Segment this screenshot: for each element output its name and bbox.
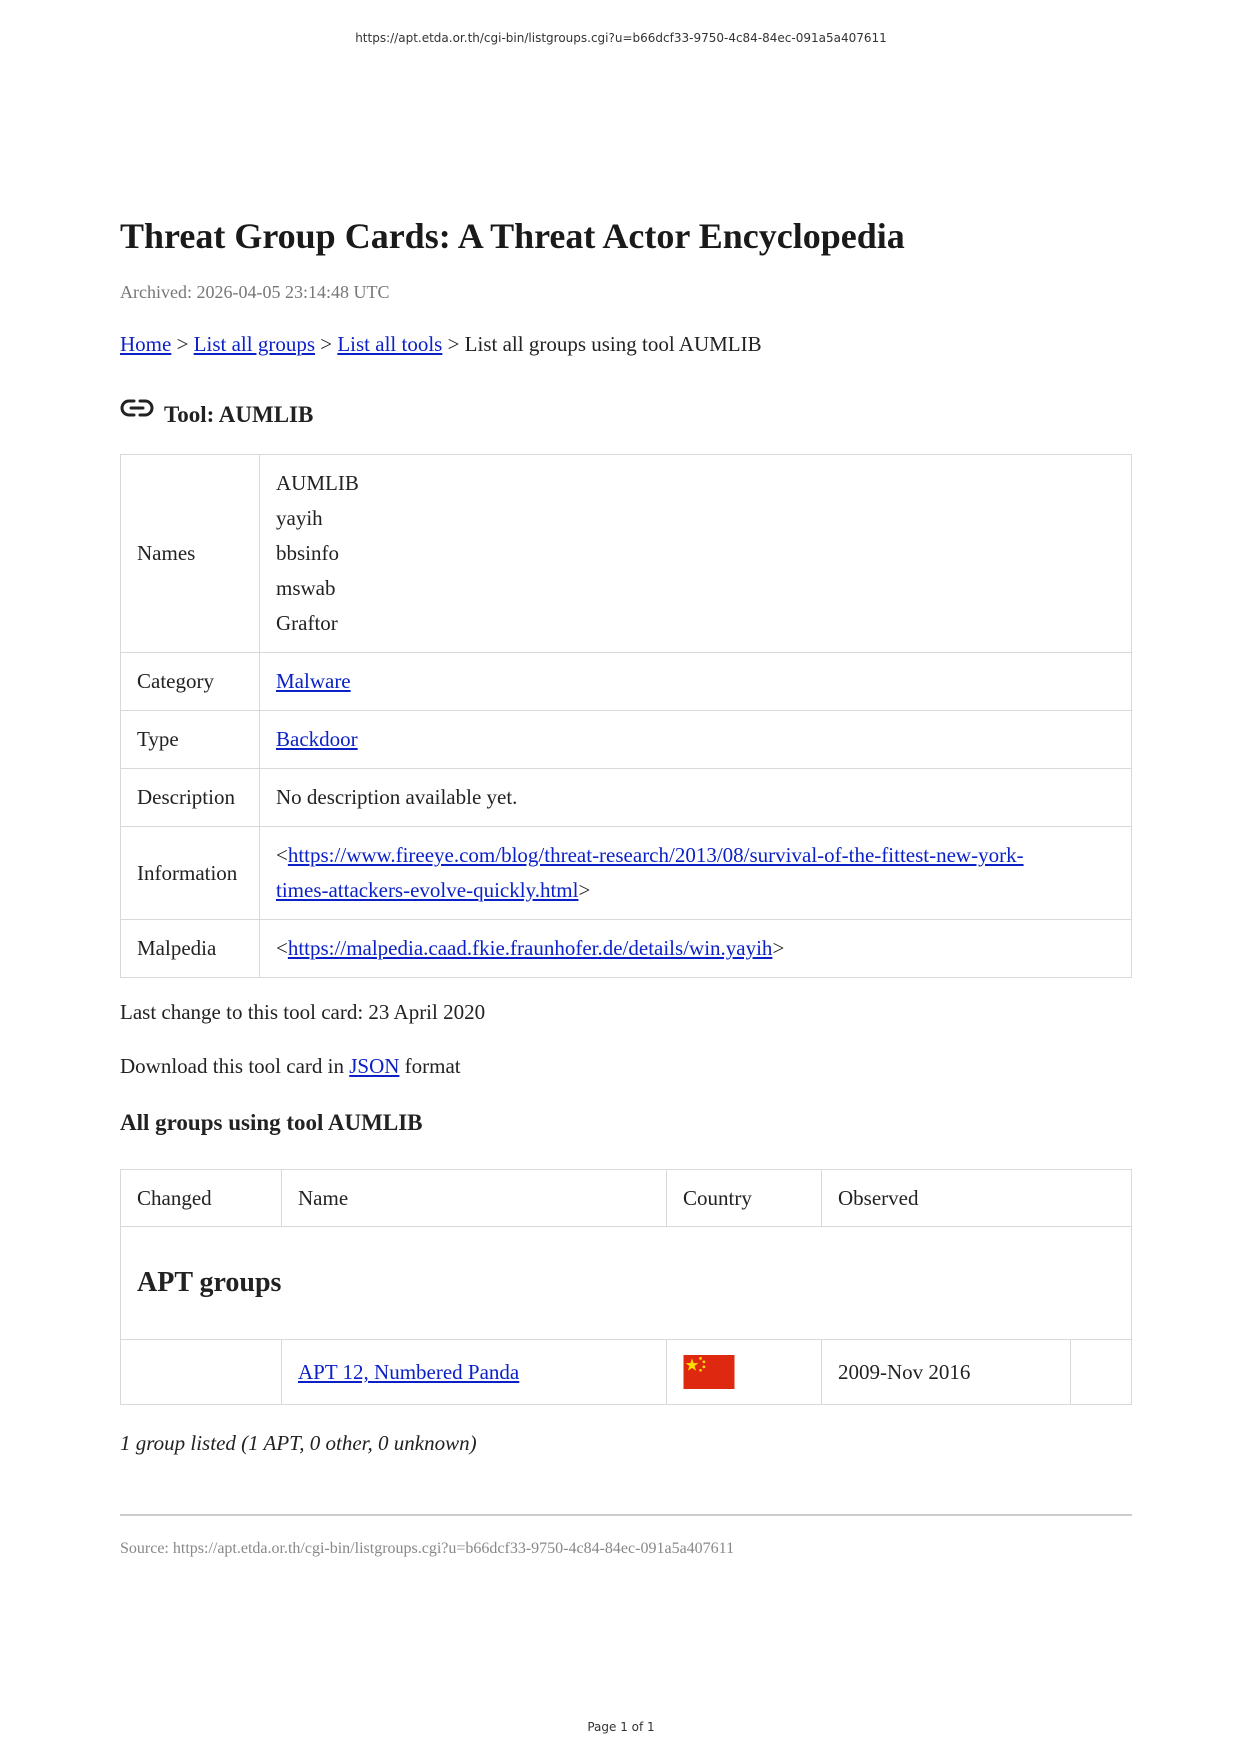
angle-open: <	[276, 843, 288, 867]
angle-close: >	[578, 878, 591, 902]
names-value	[260, 455, 1132, 653]
name-item: mswab	[276, 576, 336, 600]
table-row	[121, 455, 1132, 653]
table-row	[121, 827, 1132, 920]
changed-cell	[121, 1340, 282, 1405]
breadcrumb-list-tools-link[interactable]: List all tools	[337, 332, 443, 356]
json-download-link[interactable]: JSON	[349, 1054, 400, 1078]
table-row	[121, 920, 1132, 978]
divider	[120, 1514, 1132, 1516]
category-value	[260, 653, 1132, 711]
name-item: AUMLIB	[276, 471, 359, 495]
table-row	[121, 711, 1132, 769]
groups-section-title: All groups using tool AUMLIB	[120, 1110, 423, 1135]
groups-table	[120, 1169, 1132, 1405]
information-link-part: times-attackers-evolve-quickly.html	[276, 878, 579, 902]
category-link[interactable]: Malware	[276, 669, 351, 693]
names-list	[276, 466, 1115, 641]
download-prefix: Download this tool card in	[120, 1054, 350, 1078]
breadcrumb-list-groups-link[interactable]: List all groups	[193, 332, 315, 356]
angle-open: <	[276, 936, 288, 960]
tool-card-table	[120, 454, 1132, 978]
category-label: Category	[121, 653, 260, 711]
groups-summary: 1 group listed (1 APT, 0 other, 0 unknown)	[120, 1431, 477, 1455]
table-row	[121, 653, 1132, 711]
link-icon	[120, 398, 154, 418]
column-header-observed: Observed	[822, 1170, 1132, 1227]
table-row	[121, 769, 1132, 827]
observed-cell: 2009-Nov 2016	[822, 1340, 1071, 1405]
empty-cell	[1071, 1340, 1132, 1405]
description-label: Description	[121, 769, 260, 827]
print-header-url: https://apt.etda.or.th/cgi-bin/listgroups.cgi?u=b66dcf33-9750-4c84-84ec-091a5a407611	[355, 31, 887, 45]
column-header-name: Name	[282, 1170, 667, 1227]
information-value	[260, 827, 1132, 920]
name-item: Graftor	[276, 611, 338, 635]
description-value: No description available yet.	[260, 769, 1132, 827]
group-link[interactable]: APT 12, Numbered Panda	[298, 1360, 520, 1384]
type-label: Type	[121, 711, 260, 769]
column-header-country: Country	[667, 1170, 822, 1227]
section-heading-apt: APT groups	[121, 1227, 1132, 1340]
breadcrumb-separator: >	[315, 332, 338, 356]
column-header-changed: Changed	[121, 1170, 282, 1227]
download-suffix: format	[399, 1054, 461, 1078]
names-label: Names	[121, 455, 260, 653]
last-change-text: Last change to this tool card: 23 April 2020	[120, 1000, 486, 1024]
information-label: Information	[121, 827, 260, 920]
information-link-part: https://www.fireeye.com/blog/threat-research/2013/08/survival-of-the-fittest-new-york-	[287, 843, 1024, 867]
information-link[interactable]	[276, 843, 1024, 902]
breadcrumb-current: > List all groups using tool AUMLIB	[442, 332, 762, 356]
section-row	[121, 1227, 1132, 1340]
name-item: bbsinfo	[276, 541, 339, 565]
name-cell	[282, 1340, 667, 1405]
type-value	[260, 711, 1132, 769]
breadcrumb	[120, 330, 1132, 358]
malpedia-label: Malpedia	[121, 920, 260, 978]
country-cell	[667, 1340, 822, 1405]
malpedia-link[interactable]: https://malpedia.caad.fkie.fraunhofer.de/details/win.yayih	[287, 936, 773, 960]
malpedia-value	[260, 920, 1132, 978]
breadcrumb-home-link[interactable]: Home	[120, 332, 172, 356]
archived-timestamp: Archived: 2026-04-05 23:14:48 UTC	[120, 282, 390, 302]
page-title: Threat Group Cards: A Threat Actor Encyclopedia	[120, 216, 905, 256]
breadcrumb-separator: >	[171, 332, 194, 356]
type-link[interactable]: Backdoor	[276, 727, 358, 751]
angle-close: >	[772, 936, 785, 960]
download-text	[120, 1052, 1132, 1080]
tool-heading	[120, 392, 1132, 428]
main-content	[120, 212, 1132, 1560]
table-row	[121, 1340, 1132, 1405]
name-item: yayih	[276, 506, 323, 530]
page-number: Page 1 of 1	[587, 1720, 655, 1734]
china-flag-icon	[683, 1355, 735, 1389]
source-text: Source: https://apt.etda.or.th/cgi-bin/listgroups.cgi?u=b66dcf33-9750-4c84-84ec-091a5a407611	[120, 1540, 735, 1557]
table-header-row	[121, 1170, 1132, 1227]
tool-title: Tool: AUMLIB	[164, 402, 314, 427]
